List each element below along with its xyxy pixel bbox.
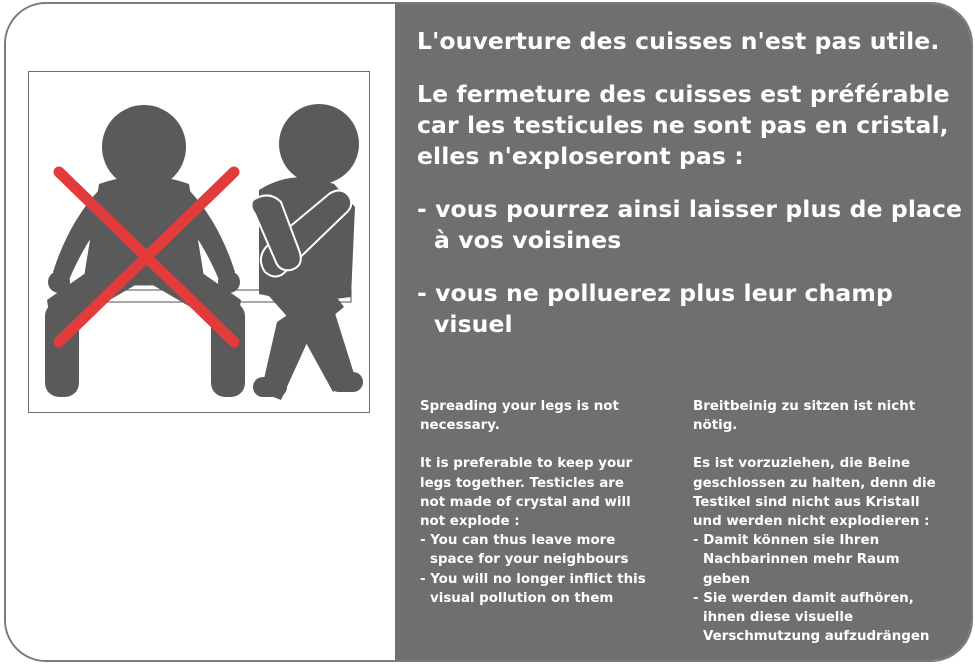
sign-panel: [4, 2, 973, 662]
french-paragraph-line: elles n'exploseront pas :: [417, 142, 744, 170]
english-line: It is preferable to keep your: [420, 456, 633, 472]
german-line: Es ist vorzuziehen, die Beine: [693, 456, 911, 472]
german-line: Testikel sind nicht aus Kristall: [693, 494, 920, 510]
french-bullet-2-cont: visuel: [434, 310, 513, 338]
german-bullet-2-cont: ihnen diese visuelle: [703, 610, 854, 626]
french-paragraph-line: Le fermeture des cuisses est préférable: [417, 80, 950, 108]
french-text: [417, 26, 962, 340]
english-line: not made of crystal and will: [420, 494, 631, 510]
english-bullet-2-cont: visual pollution on them: [430, 590, 614, 606]
french-paragraph-line: car les testicules ne sont pas en cristal,: [417, 111, 949, 139]
english-line: legs together. Testicles are: [420, 475, 624, 491]
german-bullet-1-cont: Nachbarinnen mehr Raum: [703, 552, 900, 568]
french-heading: L'ouverture des cuisses n'est pas utile.: [417, 27, 940, 55]
english-bullet-1: - You can thus leave more: [420, 533, 616, 549]
english-line: not explode :: [420, 514, 520, 530]
german-bullet-1-cont: geben: [703, 571, 750, 587]
german-line: nötig.: [693, 418, 738, 434]
french-bullet-1: - vous pourrez ainsi laisser plus de place: [417, 195, 963, 223]
german-bullet-2-cont: Verschmutzung aufzudrängen: [703, 629, 930, 645]
pictogram-panel: [6, 4, 395, 660]
english-bullet-2: - You will no longer inflict this: [420, 571, 646, 587]
english-text: [420, 397, 680, 608]
german-bullet-1: - Damit können sie Ihren: [693, 533, 880, 549]
german-line: Breitbeinig zu sitzen ist nicht: [693, 399, 916, 414]
french-bullet-1-cont: à vos voisines: [434, 226, 622, 254]
german-bullet-2: - Sie werden damit aufhören,: [693, 590, 914, 606]
english-line: necessary.: [420, 418, 500, 434]
pictogram-frame: [28, 71, 370, 413]
german-line: und werden nicht explodieren :: [693, 514, 930, 530]
german-text: [693, 397, 963, 646]
french-bullet-2: - vous ne polluerez plus leur champ: [417, 279, 893, 307]
english-bullet-1-cont: space for your neighbours: [430, 552, 629, 568]
english-line: Spreading your legs is not: [420, 399, 619, 414]
pictogram-illustration: [29, 72, 371, 414]
german-line: geschlossen zu halten, denn die: [693, 475, 936, 491]
text-panel: [395, 4, 971, 660]
